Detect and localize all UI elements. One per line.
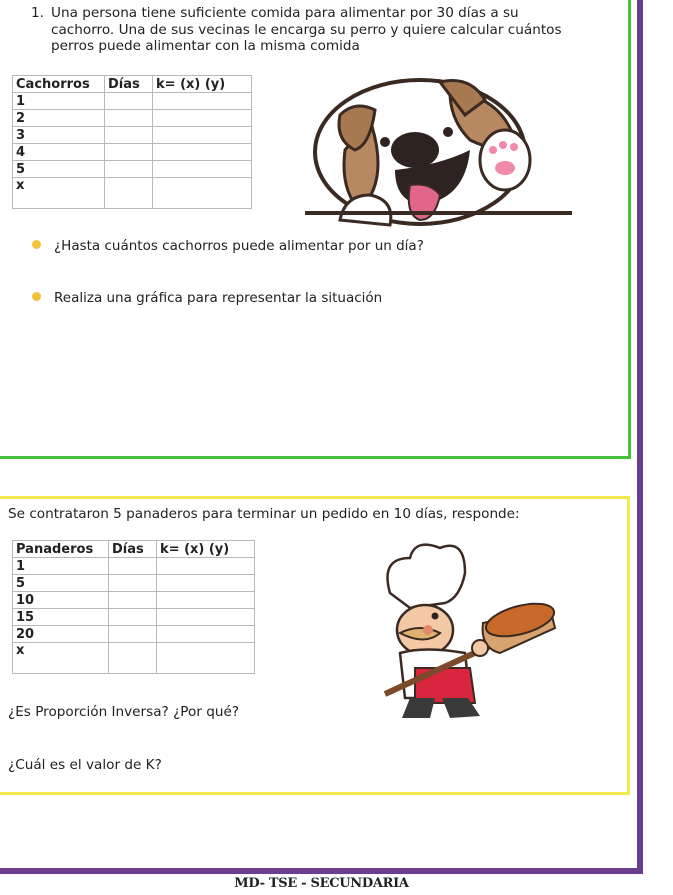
table-row xyxy=(13,110,252,127)
cachorros-cell: 1 xyxy=(13,93,105,110)
header-dias: Días xyxy=(105,76,153,93)
k-cell[interactable] xyxy=(153,110,252,127)
dias-cell[interactable] xyxy=(105,178,153,209)
dias-cell[interactable] xyxy=(109,609,157,626)
table-row xyxy=(13,609,255,626)
k-cell[interactable] xyxy=(153,127,252,144)
table-row xyxy=(13,626,255,643)
k-cell[interactable] xyxy=(157,592,255,609)
page-footer: MD- TSE - SECUNDARIA xyxy=(234,876,409,891)
question-bullet xyxy=(32,238,424,254)
cachorros-cell: 5 xyxy=(13,161,105,178)
table-row xyxy=(13,558,255,575)
bullet-icon xyxy=(32,240,41,249)
table-row xyxy=(13,161,252,178)
dias-cell[interactable] xyxy=(105,127,153,144)
question-text: Realiza una gráfica para representar la situación xyxy=(54,290,383,306)
table-row xyxy=(13,127,252,144)
k-cell[interactable] xyxy=(157,643,255,674)
table-row xyxy=(13,575,255,592)
table-row xyxy=(13,178,252,209)
panaderos-cell: 10 xyxy=(13,592,109,609)
cachorros-cell: 3 xyxy=(13,127,105,144)
problem1-line: Una persona tiene suficiente comida para alimentar por 30 días a su xyxy=(51,5,519,21)
problem1-statement xyxy=(51,5,621,55)
header-k: k= (x) (y) xyxy=(157,541,255,558)
dias-cell[interactable] xyxy=(105,144,153,161)
k-cell[interactable] xyxy=(153,161,252,178)
question-k-value: ¿Cuál es el valor de K? xyxy=(8,757,162,773)
dog-illustration xyxy=(300,70,575,240)
header-k: k= (x) (y) xyxy=(153,76,252,93)
header-dias: Días xyxy=(109,541,157,558)
k-cell[interactable] xyxy=(157,609,255,626)
page-border-bottom xyxy=(0,868,643,874)
header-cachorros: Cachorros xyxy=(13,76,105,93)
dias-cell[interactable] xyxy=(109,558,157,575)
table-row xyxy=(13,144,252,161)
k-cell[interactable] xyxy=(153,144,252,161)
problem1-line: cachorro. Una de sus vecinas le encarga su perro y quiere calcular cuántos xyxy=(51,21,562,38)
cachorros-cell: 4 xyxy=(13,144,105,161)
dias-cell[interactable] xyxy=(109,592,157,609)
bullet-icon xyxy=(32,292,41,301)
header-panaderos: Panaderos xyxy=(13,541,109,558)
panaderos-cell: x xyxy=(13,643,109,674)
dias-cell[interactable] xyxy=(105,110,153,127)
cachorros-cell: 2 xyxy=(13,110,105,127)
dias-cell[interactable] xyxy=(105,93,153,110)
baker-illustration xyxy=(380,538,560,723)
k-cell[interactable] xyxy=(157,575,255,592)
page-border-right xyxy=(637,0,643,874)
dias-cell[interactable] xyxy=(109,626,157,643)
dias-cell[interactable] xyxy=(109,575,157,592)
panaderos-cell: 1 xyxy=(13,558,109,575)
problem1-line: perros puede alimentar con la misma comida xyxy=(51,38,360,54)
problem2-statement: Se contrataron 5 panaderos para terminar un pedido en 10 días, responde: xyxy=(8,506,520,522)
panaderos-cell: 20 xyxy=(13,626,109,643)
panaderos-cell: 15 xyxy=(13,609,109,626)
problem1-number: 1. xyxy=(31,5,44,21)
question-text: ¿Hasta cuántos cachorros puede alimentar por un día? xyxy=(54,238,424,254)
table-row xyxy=(13,592,255,609)
question-inverse: ¿Es Proporción Inversa? ¿Por qué? xyxy=(8,704,240,720)
k-cell[interactable] xyxy=(157,558,255,575)
dias-cell[interactable] xyxy=(105,161,153,178)
cachorros-table xyxy=(12,75,252,209)
k-cell[interactable] xyxy=(153,93,252,110)
question-bullet xyxy=(32,290,382,306)
table-row xyxy=(13,93,252,110)
panaderos-table xyxy=(12,540,255,674)
dias-cell[interactable] xyxy=(109,643,157,674)
k-cell[interactable] xyxy=(157,626,255,643)
cachorros-cell: x xyxy=(13,178,105,209)
k-cell[interactable] xyxy=(153,178,252,209)
panaderos-cell: 5 xyxy=(13,575,109,592)
table-row xyxy=(13,643,255,674)
